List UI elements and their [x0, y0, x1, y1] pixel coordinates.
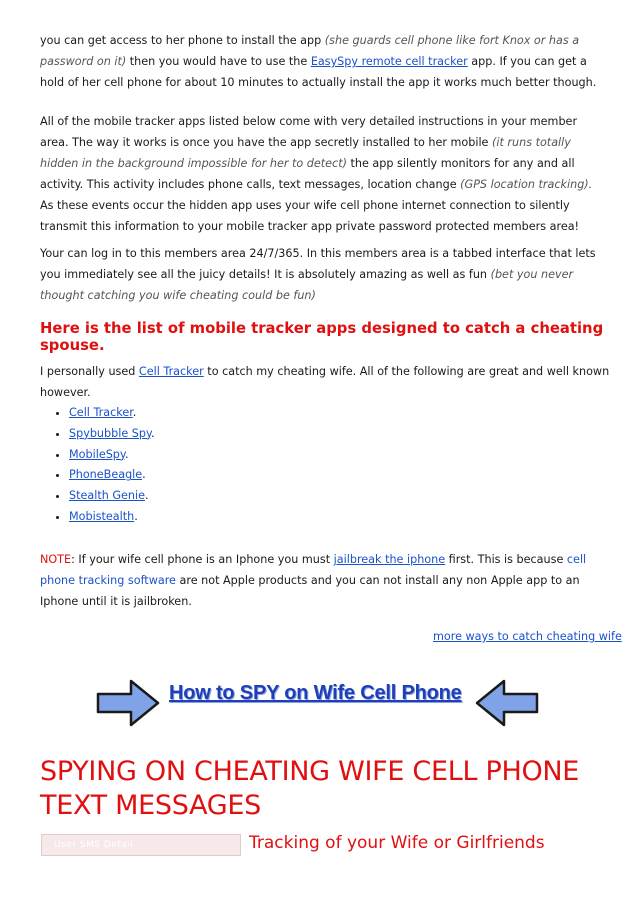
- aside-text: (she guards cell phone like fort Knox or has a password on it): [40, 34, 580, 68]
- more-ways-link[interactable]: more ways to catch cheating wife: [433, 630, 622, 643]
- app-link-mobistealth[interactable]: Mobistealth: [69, 509, 135, 523]
- text-span: All of the mobile tracker apps listed below come with very detailed instructions in your member area. The way it works is once you have the app secretly installed to her mobile: [40, 115, 578, 149]
- text-span: the app silently monitors for any and all activity. This activity includes phone calls, text messages, location change: [40, 157, 575, 191]
- text-span: As these events occur the hidden app uses your wife cell phone internet connection to silently transmit this information to your mobile tracker app private password protected members area!: [40, 199, 580, 233]
- text-span: then you would have to use the: [126, 55, 311, 68]
- app-link-spybubble[interactable]: Spybubble Spy: [69, 426, 151, 440]
- text-span: are not Apple products and you can not install any non Apple app to an Iphone until it is jailbroken.: [40, 574, 580, 608]
- list-item: [69, 507, 155, 528]
- cell-tracker-link[interactable]: Cell Tracker: [138, 365, 204, 378]
- list-suffix: .: [134, 509, 138, 523]
- list-heading: Here is the list of mobile tracker apps designed to catch a cheating spouse.: [40, 320, 604, 354]
- banner-link-text[interactable]: How to SPY on Wife Cell Phone: [169, 682, 462, 704]
- arrow-left-icon: [474, 677, 540, 729]
- app-link-cell-tracker[interactable]: Cell Tracker: [69, 406, 133, 419]
- sms-detail-thumbnail: [41, 834, 241, 856]
- app-list: [40, 403, 155, 528]
- text-span: you can get access to her phone to install the app: [40, 34, 325, 47]
- aside-text: (it runs totally hidden in the background impossible for her to detect): [40, 136, 571, 170]
- aside-text: (GPS location tracking).: [460, 178, 593, 191]
- members-area-paragraph: [40, 243, 600, 306]
- list-item: [69, 486, 155, 507]
- list-item: [69, 403, 155, 424]
- note-label: NOTE: [40, 553, 72, 566]
- section-title: SPYING ON CHEATING WIFE CELL PHONE TEXT MESSAGES: [40, 756, 580, 821]
- note-paragraph: [40, 549, 600, 612]
- list-item: [69, 465, 155, 486]
- text-span: first. This is because: [445, 553, 567, 566]
- instructions-paragraph: [40, 111, 600, 237]
- list-suffix: .: [124, 447, 129, 461]
- list-suffix: .: [132, 406, 137, 419]
- list-suffix: .: [142, 468, 146, 482]
- text-span: I personally used: [40, 365, 139, 378]
- list-suffix: .: [145, 489, 149, 503]
- app-link-phonebeagle[interactable]: PhoneBeagle: [69, 468, 143, 482]
- tracking-subtitle: Tracking of your Wife or Girlfriends: [249, 833, 545, 853]
- text-span: app. If you can get a hold of her cell phone for about 10 minutes to actually install the app it works much better though.: [40, 55, 597, 89]
- list-item: [69, 424, 155, 445]
- jailbreak-link[interactable]: jailbreak the iphone: [333, 553, 446, 566]
- spy-banner[interactable]: [95, 673, 540, 735]
- intro-paragraph: [40, 30, 600, 93]
- app-link-mobilespy[interactable]: MobileSpy: [69, 447, 125, 461]
- sms-detail-label: User SMS Detail: [54, 840, 134, 850]
- personal-use-paragraph: [40, 361, 620, 403]
- list-item: [69, 445, 155, 466]
- text-span: to catch my cheating wife. All of the following are great and well known however.: [40, 365, 610, 399]
- aside-text: (bet you never thought catching you wife cheating could be fun): [40, 268, 574, 302]
- text-span: : If your wife cell phone is an Iphone you must: [71, 553, 334, 566]
- arrow-right-icon: [95, 677, 161, 729]
- text-span: Your can log in to this members area 24/7/365. In this members area is a tabbed interface that lets you immediately see all the juicy details! It is absolutely amazing as well as fun: [40, 247, 596, 281]
- app-link-stealth-genie[interactable]: Stealth Genie: [69, 489, 146, 503]
- easyspy-link[interactable]: EasySpy remote cell tracker: [310, 55, 468, 68]
- tracking-software-link[interactable]: cell phone tracking software: [40, 553, 587, 587]
- list-suffix: .: [151, 426, 155, 440]
